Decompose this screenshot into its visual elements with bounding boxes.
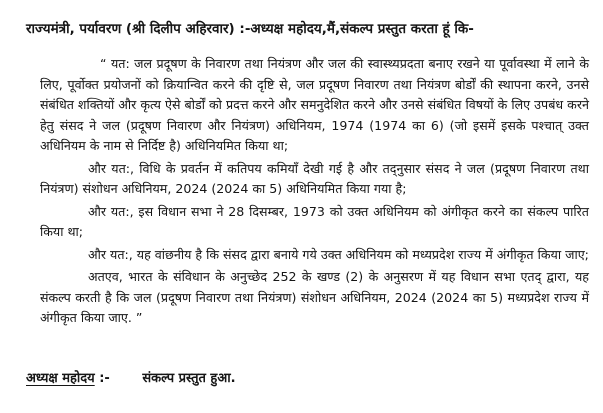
chair-action: संकल्प प्रस्तुत हुआ.	[142, 371, 236, 386]
resolution-text	[40, 54, 589, 329]
resolution-paragraph: और यत:, विधि के प्रवर्तन में कतिपय कमियाँ देखी गई है और तद्नुसार संसद ने जल (प्रदूषण निवारण तथा नियंत्रण) संशोधन अधिनियम, 2024 (2024 का 5) अधिनियमित किया गया है;	[40, 160, 589, 196]
chair-separator: :-	[99, 371, 110, 386]
speaker-statement: :-अध्यक्ष महोदय,मैं,संकल्प प्रस्तुत करता हूं कि-	[239, 21, 474, 37]
chair-name: अध्यक्ष महोदय	[26, 371, 95, 386]
resolution-paragraph: और यत:, यह वांछनीय है कि संसद द्वारा बनाये गये उक्त अधिनियम को मध्यप्रदेश राज्य में अंगीकृत किया जाए;	[88, 246, 589, 262]
speaker-heading	[26, 18, 589, 40]
chair-response	[26, 368, 236, 386]
resolution-paragraph: और यत:, इस विधान सभा ने 28 दिसम्बर, 1973 को उक्त अधिनियम को अंगीकृत करने का संकल्प पारित किया था;	[40, 203, 589, 239]
resolution-paragraph: “ यत: जल प्रदूषण के निवारण तथा नियंत्रण और जल की स्वास्थ्यप्रदता बनाए रखने या पूर्वावस्था में लाने के लिए, पूर्वोक्त प्रयोजनों को क्रियान्वित करने की दृष्टि से, जल प्रदूषण निवारण तथा नियंत्रण बोर्डों की स्थापना करने, उनसे संबंधित शक्तियों और कृत्य ऐसे बोर्डों को प्रदत्त करने और समनुदेशित करने और उनसे संबंधित विषयों के लिए उपबंध करने हेतु संसद ने जल (प्रदूषण निवारण और नियंत्रण) अधिनियम, 1974 (1974 का 6) (जो इसमें इसके पश्चात् उक्त अधिनियम के नाम से निर्दिष्ट है) अधिनियमित किया था;	[40, 56, 589, 153]
resolution-paragraph: अतएव, भारत के संविधान के अनुच्छेद 252 के खण्ड (2) के अनुसरण में यह विधान सभा एतद् द्वारा, यह संकल्प करती है कि जल (प्रदूषण निवारण तथा नियंत्रण) संशोधन अधिनियम, 2024 (2024 का 5) मध्यप्रदेश राज्य में अंगीकृत किया जाए. ”	[40, 269, 589, 325]
speaker-name: राज्यमंत्री, पर्यावरण (श्री दिलीप अहिरवार)	[26, 21, 235, 37]
